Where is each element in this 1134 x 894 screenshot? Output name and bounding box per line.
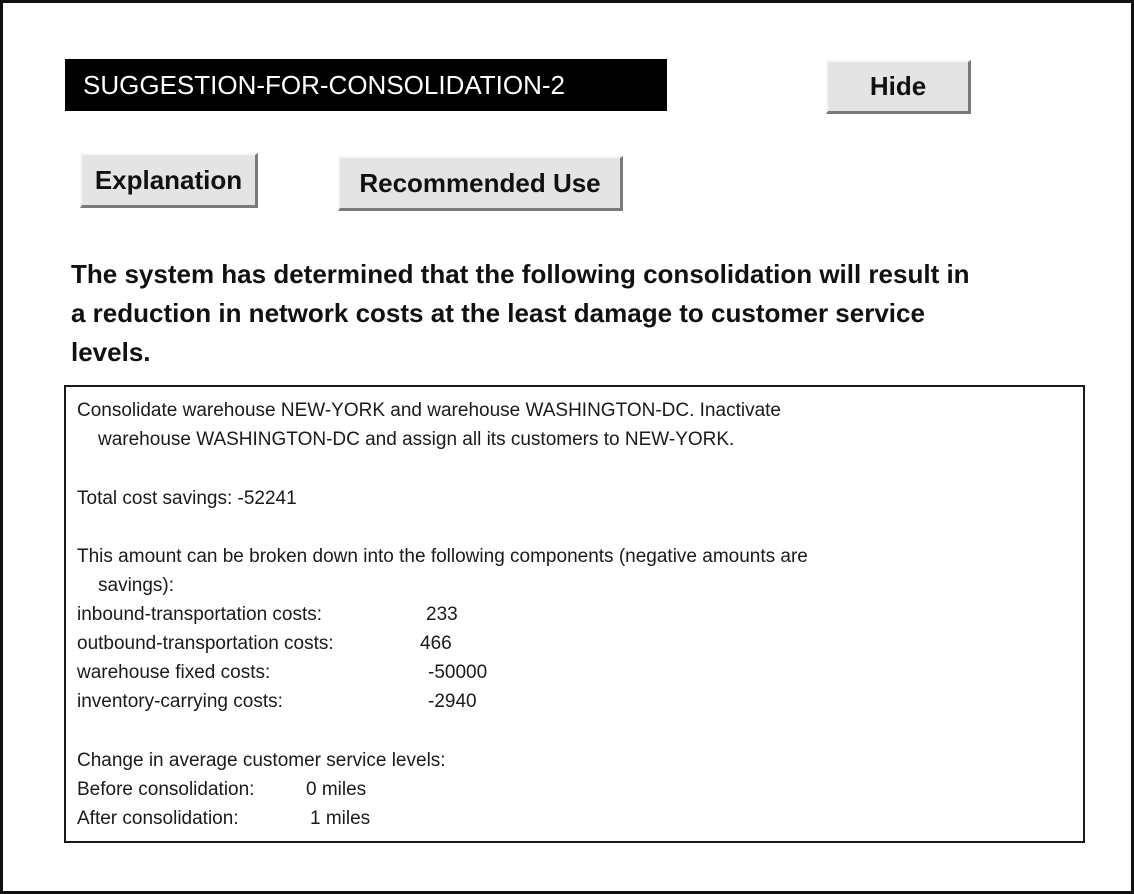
consolidate-line: Consolidate warehouse NEW-YORK and warehouse WASHINGTON-DC. Inactivate	[77, 400, 781, 421]
component-value: 233	[426, 604, 458, 625]
breakdown-intro: This amount can be broken down into the following components (negative amounts are	[77, 546, 808, 567]
before-label: Before consolidation:	[77, 779, 255, 800]
component-value: -50000	[428, 662, 488, 683]
consolidate-line: warehouse WASHINGTON-DC and assign all its customers to NEW-YORK.	[98, 429, 735, 450]
summary-line: levels.	[71, 337, 151, 367]
component-value: -2940	[428, 691, 477, 712]
summary-line: a reduction in network costs at the least damage to customer service	[71, 298, 925, 328]
recommended-use-button[interactable]: Recommended Use	[338, 156, 623, 211]
before-value: 0 miles	[306, 779, 367, 800]
component-label: inventory-carrying costs:	[77, 691, 283, 712]
total-savings: Total cost savings: -52241	[77, 488, 297, 509]
summary-text	[71, 255, 1071, 372]
explanation-button[interactable]: Explanation	[80, 153, 258, 208]
component-label: inbound-transportation costs:	[77, 604, 323, 625]
breakdown-intro: savings):	[98, 575, 175, 596]
after-value: 1 miles	[310, 808, 371, 829]
window-title: SUGGESTION-FOR-CONSOLIDATION-2	[65, 59, 667, 111]
component-value: 466	[420, 633, 452, 654]
component-label: outbound-transportation costs:	[77, 633, 334, 654]
summary-line: The system has determined that the following consolidation will result in	[71, 259, 970, 289]
after-label: After consolidation:	[77, 808, 239, 829]
details-panel	[64, 385, 1085, 843]
service-heading: Change in average customer service levels:	[77, 750, 446, 771]
hide-button[interactable]: Hide	[826, 60, 971, 114]
component-label: warehouse fixed costs:	[77, 662, 271, 683]
